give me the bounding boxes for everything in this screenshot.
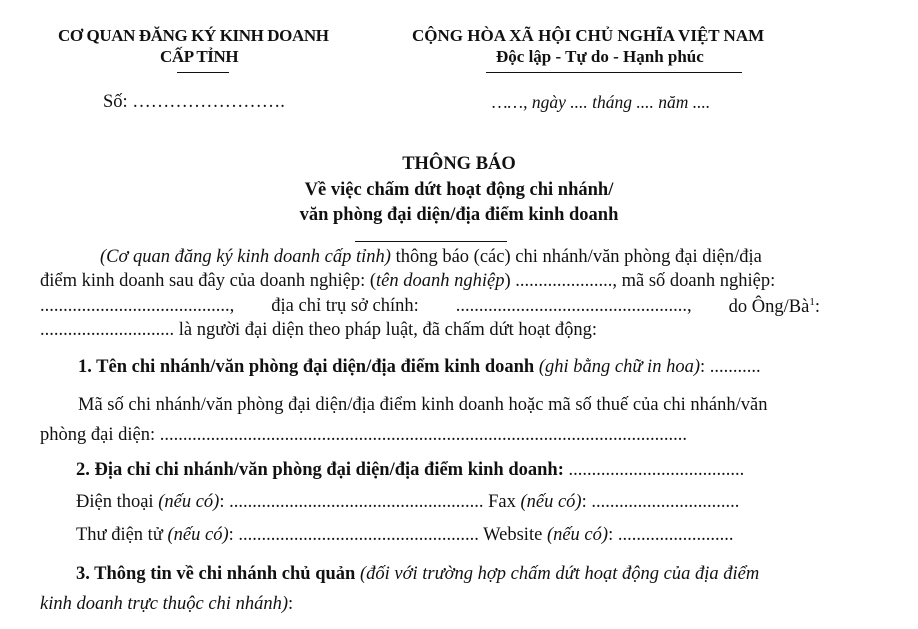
national-motto: Độc lập - Tự do - Hạnh phúc bbox=[496, 47, 704, 66]
section3-note-line2: kinh doanh trực thuộc chi nhánh) bbox=[40, 594, 288, 614]
agency-placeholder: (Cơ quan đăng ký kinh doanh cấp tỉnh) bbox=[100, 247, 391, 267]
section1-blank: : ........... bbox=[699, 357, 761, 377]
phone-fax-line bbox=[76, 492, 739, 513]
section2-heading bbox=[76, 460, 744, 481]
section2-title: 2. Địa chỉ chi nhánh/văn phòng đại diện/địa điểm kinh doanh: bbox=[76, 460, 564, 480]
country-name: CỘNG HÒA XÃ HỘI CHỦ NGHĨA VIỆT NAM bbox=[412, 26, 765, 45]
enterprise-name-placeholder: tên doanh nghiệp bbox=[376, 271, 505, 291]
enterprise-code-blank: ........................................., bbox=[40, 296, 235, 316]
website-blank: : ......................... bbox=[608, 525, 734, 545]
section3-heading-line2 bbox=[40, 594, 293, 615]
website-label: Website bbox=[478, 525, 547, 545]
fax-optional-note: (nếu có) bbox=[520, 492, 582, 512]
section3-heading-line1 bbox=[76, 564, 759, 585]
agency-name-line2: CẤP TỈNH bbox=[160, 47, 239, 66]
title-underline bbox=[355, 241, 507, 242]
section3-note-line1: (đối với trường hợp chấm dứt hoạt động của địa điểm bbox=[355, 564, 760, 584]
email-optional-note: (nếu có) bbox=[167, 525, 229, 545]
colon: : bbox=[814, 297, 820, 317]
email-label: Thư điện tử bbox=[76, 525, 168, 545]
head-office-label: địa chỉ trụ sở chính: bbox=[271, 296, 419, 316]
section2-blank: ...................................... bbox=[563, 460, 745, 480]
phone-blank: : ....................................................... bbox=[219, 492, 484, 512]
intro-line1-text: thông báo (các) chi nhánh/văn phòng đại diện/địa bbox=[390, 247, 762, 267]
email-website-line bbox=[76, 525, 733, 546]
motto-underline bbox=[486, 72, 742, 73]
intro-line2 bbox=[40, 271, 775, 292]
document-subtitle-line2: văn phòng đại diện/địa điểm kinh doanh bbox=[299, 205, 619, 225]
fax-label: Fax bbox=[483, 492, 521, 512]
section1-code-line2: phòng đại diện: .................................................................................................................. bbox=[40, 425, 687, 445]
intro-line2-a: điểm kinh doanh sau đây của doanh nghiệp: ( bbox=[40, 271, 376, 291]
intro-line4: ............................. là người đại diện theo pháp luật, đã chấm dứt hoạt động: bbox=[40, 320, 597, 340]
email-blank: : .................................................... bbox=[228, 525, 479, 545]
representative-text: do Ông/Bà bbox=[728, 297, 810, 317]
agency-underline bbox=[177, 72, 229, 73]
head-office-blank: .................................................., bbox=[455, 296, 692, 316]
section1-code-line1: Mã số chi nhánh/văn phòng đại diện/địa điểm kinh doanh hoặc mã số thuế của chi nhánh/văn bbox=[78, 395, 768, 415]
document-subtitle-line1: Về việc chấm dứt hoạt động chi nhánh/ bbox=[304, 180, 614, 200]
section3-colon: : bbox=[287, 594, 294, 614]
intro-line3 bbox=[40, 296, 820, 318]
section1-heading bbox=[78, 357, 761, 378]
intro-line2-b: ) ....................., mã số doanh nghiệp: bbox=[504, 271, 776, 291]
section3-title: 3. Thông tin về chi nhánh chủ quản bbox=[76, 564, 356, 584]
agency-name-line1: CƠ QUAN ĐĂNG KÝ KINH DOANH bbox=[58, 26, 329, 45]
section1-title: 1. Tên chi nhánh/văn phòng đại diện/địa điểm kinh doanh bbox=[78, 357, 535, 377]
document-title: THÔNG BÁO bbox=[402, 154, 516, 174]
phone-optional-note: (nếu có) bbox=[158, 492, 220, 512]
document-number: Số: ……………………. bbox=[103, 92, 285, 112]
fax-blank: : ................................ bbox=[581, 492, 740, 512]
date-line: ……, ngày .... tháng .... năm .... bbox=[492, 92, 711, 112]
phone-label: Điện thoại bbox=[76, 492, 159, 512]
footnote-ref[interactable]: 1 bbox=[809, 296, 815, 308]
representative-label bbox=[729, 296, 820, 318]
section1-note: (ghi bằng chữ in hoa) bbox=[534, 357, 700, 377]
website-optional-note: (nếu có) bbox=[546, 525, 609, 545]
intro-line1 bbox=[100, 247, 762, 268]
